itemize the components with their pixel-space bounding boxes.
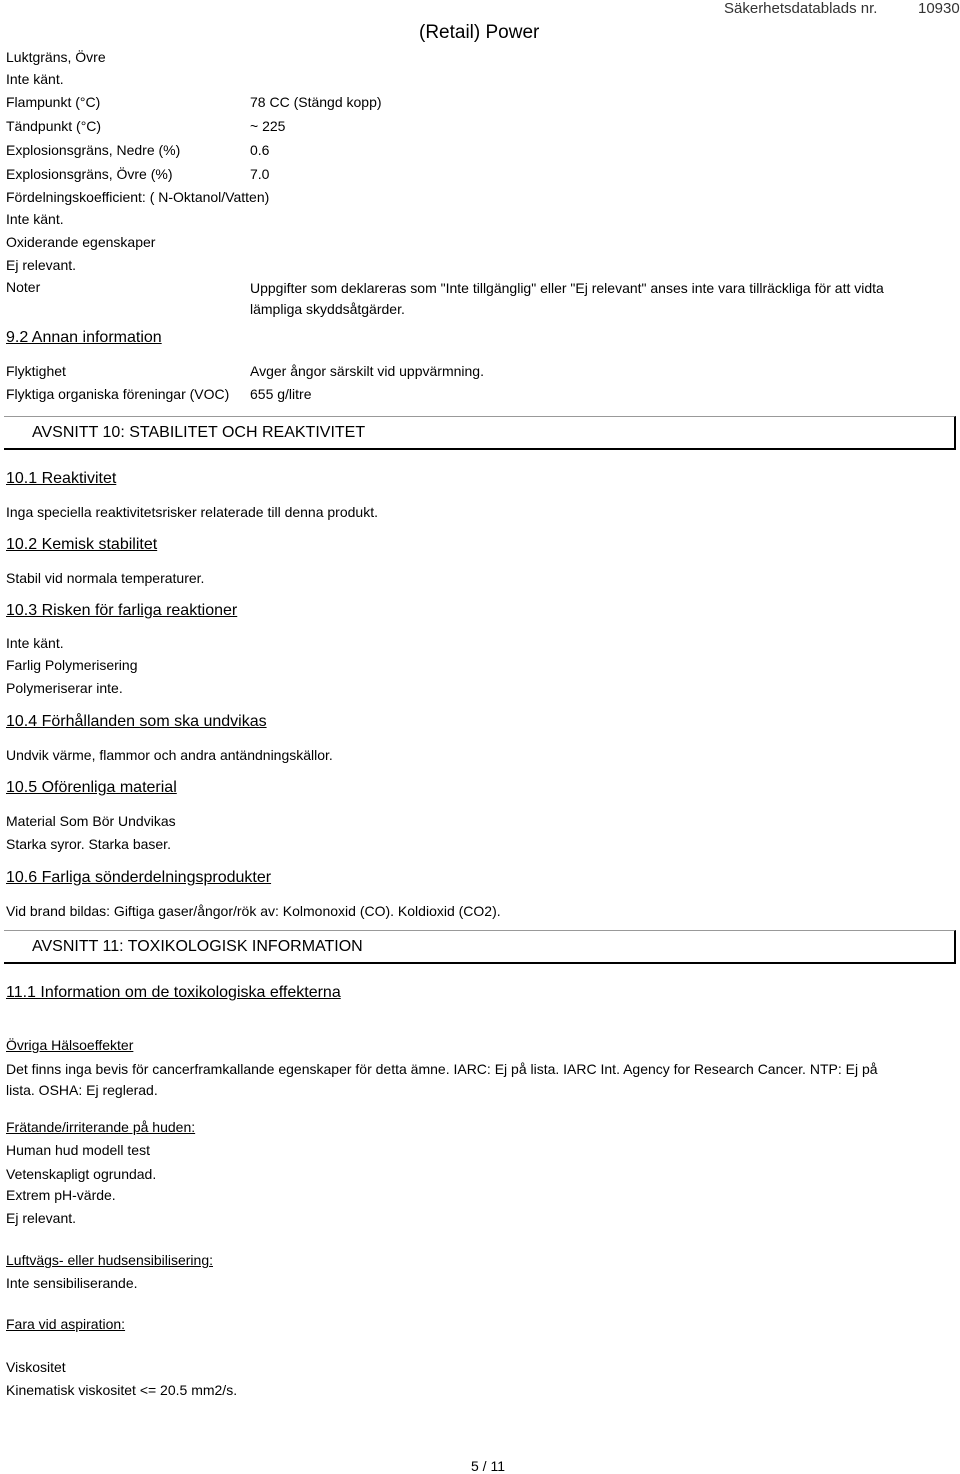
section-10-2-text: Stabil vid normala temperaturer. [6, 570, 205, 586]
notes-value: Uppgifter som deklareras som "Inte tillgänglig" eller "Ej relevant" anses inte vara tillräckliga för att vidta lämpliga skyddsåtgärder. [250, 280, 884, 317]
oxidizing-label: Oxiderande egenskaper [6, 234, 156, 250]
section-10-5-title: 10.5 Oförenliga material [6, 779, 177, 796]
voc-label: Flyktiga organiska föreningar (VOC) [6, 386, 230, 402]
section-10-4-text: Undvik värme, flammor och andra antändningskällor. [6, 747, 333, 763]
skin-corrosion-title: Frätande/irriterande på huden: [6, 1119, 196, 1135]
sensitisation-title: Luftvägs- eller hudsensibilisering: [6, 1252, 213, 1268]
section-9-2-title: 9.2 Annan information [6, 329, 162, 346]
volatility-value: Avger ångor särskilt vid uppvärmning. [250, 363, 484, 379]
materials-to-avoid-text: Starka syror. Starka baser. [6, 836, 171, 852]
ph-text: Ej relevant. [6, 1210, 77, 1226]
skin-model-label: Human hud modell test [6, 1142, 150, 1158]
flash-point-label: Flampunkt (°C) [6, 94, 101, 110]
sds-number-label: Säkerhetsdatablads nr. [724, 0, 878, 17]
page-number: 5 / 11 [471, 1458, 505, 1474]
sensitisation-text: Inte sensibiliserande. [6, 1275, 138, 1291]
oxidizing-value: Ej relevant. [6, 257, 77, 273]
section-10-1-text: Inga speciella reaktivitetsrisker relaterade till denna produkt. [6, 504, 378, 520]
viscosity-label: Viskositet [6, 1359, 66, 1375]
section-11-header [4, 930, 956, 964]
materials-to-avoid-label: Material Som Bör Undvikas [6, 813, 176, 829]
section-10-1-title: 10.1 Reaktivitet [6, 470, 117, 487]
ignition-value: ~ 225 [250, 118, 286, 134]
section-10-4-title: 10.4 Förhållanden som ska undvikas [6, 713, 267, 730]
odor-upper-label: Luktgräns, Övre [6, 49, 106, 65]
voc-value: 655 g/litre [250, 386, 312, 402]
section-10-title: AVSNITT 10: STABILITET OCH REAKTIVITET [32, 424, 366, 441]
section-10-header [4, 416, 956, 450]
section-10-2-title: 10.2 Kemisk stabilitet [6, 536, 158, 553]
explosion-lower-value: 0.6 [250, 142, 270, 158]
other-health-effects-text: Det finns inga bevis för cancerframkallande egenskaper för detta ämne. IARC: Ej på lista. IARC Int. Agency for Research Cancer. NTP: Ej på lista. OSHA: Ej reglerad. [6, 1061, 878, 1098]
section-10-6-title: 10.6 Farliga sönderdelningsprodukter [6, 869, 272, 886]
skin-model-text: Vetenskapligt ogrundad. [6, 1166, 157, 1182]
document-title: (Retail) Power [419, 22, 540, 43]
section-10-6-text: Vid brand bildas: Giftiga gaser/ångor/rök av: Kolmonoxid (CO). Koldioxid (CO2). [6, 903, 501, 919]
explosion-upper-label: Explosionsgräns, Övre (%) [6, 166, 173, 182]
explosion-lower-label: Explosionsgräns, Nedre (%) [6, 142, 181, 158]
section-10-3-title: 10.3 Risken för farliga reaktioner [6, 602, 238, 619]
section-11-title: AVSNITT 11: TOXIKOLOGISK INFORMATION [32, 938, 363, 955]
sds-number: 10930 [918, 0, 960, 17]
polymerization-text: Polymeriserar inte. [6, 680, 123, 696]
flash-point-value: 78 CC (Stängd kopp) [250, 94, 382, 110]
viscosity-text: Kinematisk viskositet <= 20.5 mm2/s. [6, 1382, 238, 1398]
other-health-effects-label: Övriga Hälsoeffekter [6, 1037, 134, 1053]
ignition-label: Tändpunkt (°C) [6, 118, 102, 134]
notes-label: Noter [6, 279, 41, 295]
polymerization-label: Farlig Polymerisering [6, 657, 138, 673]
odor-upper-value: Inte känt. [6, 71, 64, 87]
section-11-1-title: 11.1 Information om de toxikologiska effekterna [6, 984, 341, 1001]
partition-label: Fördelningskoefficient: ( N-Oktanol/Vatten) [6, 189, 270, 205]
partition-value: Inte känt. [6, 211, 64, 227]
section-10-3-text: Inte känt. [6, 635, 64, 651]
aspiration-title: Fara vid aspiration: [6, 1316, 126, 1332]
volatility-label: Flyktighet [6, 363, 66, 379]
ph-label: Extrem pH-värde. [6, 1187, 116, 1203]
explosion-upper-value: 7.0 [250, 166, 270, 182]
